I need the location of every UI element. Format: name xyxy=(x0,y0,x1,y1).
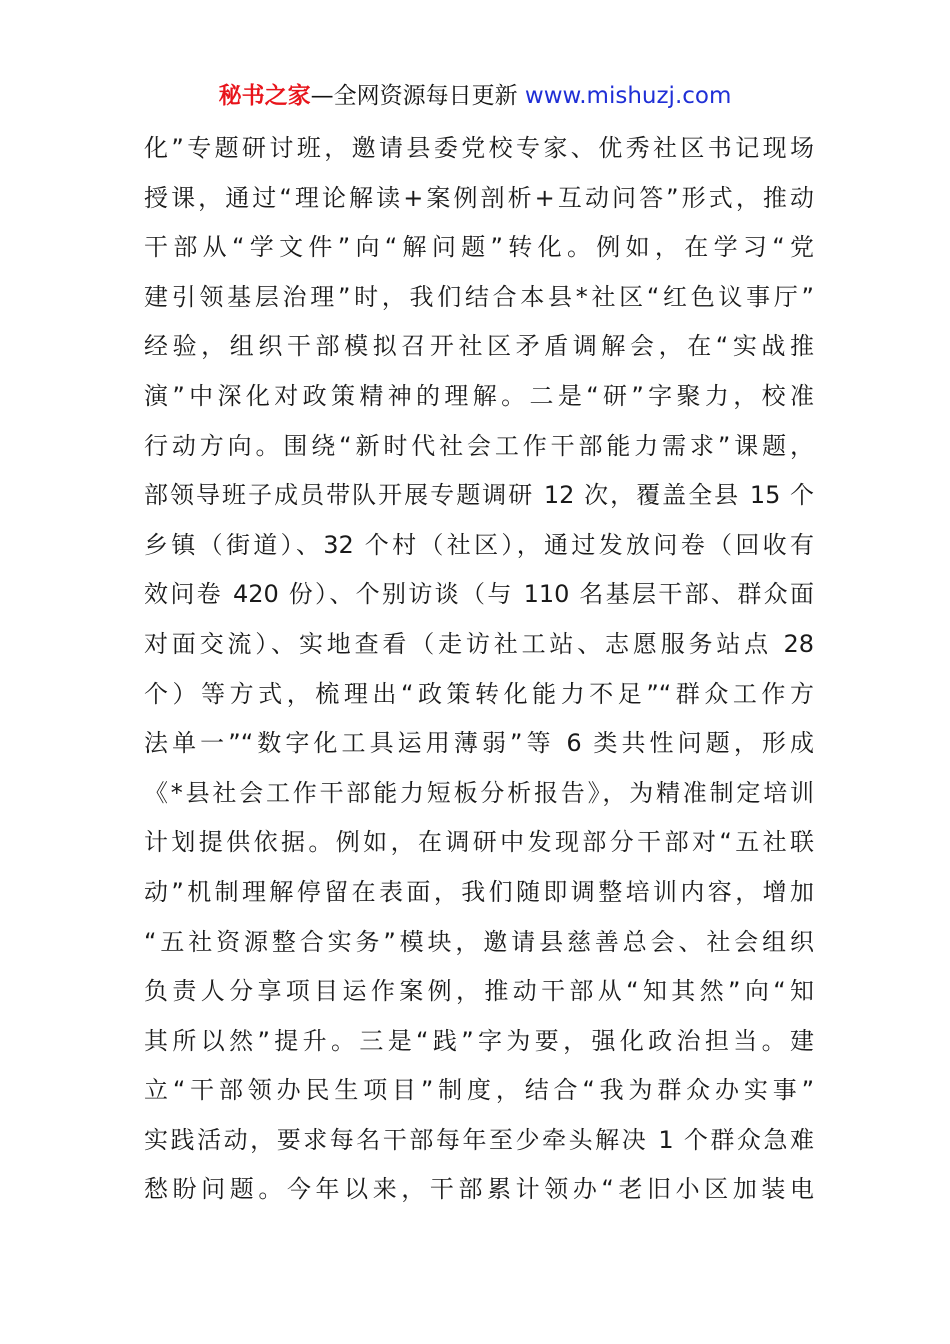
text-line: 效问卷 420 份）、个别访谈（与 110 名基层干部、群众面 xyxy=(144,580,814,609)
text-line: 动”机制理解停留在表面，我们随即调整培训内容，增加 xyxy=(144,877,814,906)
text-line: 乡镇（街道）、32 个村（社区），通过发放问卷（回收有 xyxy=(144,530,814,559)
document-body xyxy=(144,130,814,1221)
header-tagline: —全网资源每日更新 xyxy=(310,83,525,109)
text-line: 行动方向。围绕“新时代社会工作干部能力需求”课题， xyxy=(144,431,814,460)
text-line: 法单一”“数字化工具运用薄弱”等 6 类共性问题，形成 xyxy=(144,729,814,758)
text-line: 计划提供依据。例如，在调研中发现部分干部对“五社联 xyxy=(144,828,814,857)
text-line: 部领导班子成员带队开展专题调研 12 次，覆盖全县 15 个 xyxy=(144,481,814,510)
text-line: 立“干部领办民生项目”制度，结合“我为群众办实事” xyxy=(144,1076,814,1105)
text-line: 《*县社会工作干部能力短板分析报告》，为精准制定培训 xyxy=(144,778,814,807)
text-line: 经验，组织干部模拟召开社区矛盾调解会，在“实战推 xyxy=(144,332,814,361)
text-line: 建引领基层治理”时，我们结合本县*社区“红色议事厅” xyxy=(144,282,814,311)
text-line: 实践活动，要求每名干部每年至少牵头解决 1 个群众急难 xyxy=(144,1125,814,1154)
site-url-link[interactable]: www.mishuzj.com xyxy=(524,83,732,109)
text-line: 演”中深化对政策精神的理解。二是“研”字聚力，校准 xyxy=(144,381,814,410)
text-line: 授课，通过“理论解读+案例剖析+互动问答”形式，推动 xyxy=(144,183,814,212)
text-line: 对面交流）、实地查看（走访社工站、志愿服务站点 28 xyxy=(144,629,814,658)
text-line: 愁盼问题。今年以来，干部累计领办“老旧小区加装电 xyxy=(144,1175,814,1204)
site-header xyxy=(0,78,950,114)
text-line: “五社资源整合实务”模块，邀请县慈善总会、社会组织 xyxy=(144,927,814,956)
brand-name: 秘书之家 xyxy=(218,83,311,109)
text-line: 化”专题研讨班，邀请县委党校专家、优秀社区书记现场 xyxy=(144,134,814,162)
text-line: 干部从“学文件”向“解问题”转化。例如，在学习“党 xyxy=(144,233,814,262)
text-line: 个）等方式，梳理出“政策转化能力不足”“群众工作方 xyxy=(144,679,814,708)
text-line: 其所以然”提升。三是“践”字为要，强化政治担当。建 xyxy=(144,1026,814,1055)
text-line: 负责人分享项目运作案例，推动干部从“知其然”向“知 xyxy=(144,977,814,1006)
